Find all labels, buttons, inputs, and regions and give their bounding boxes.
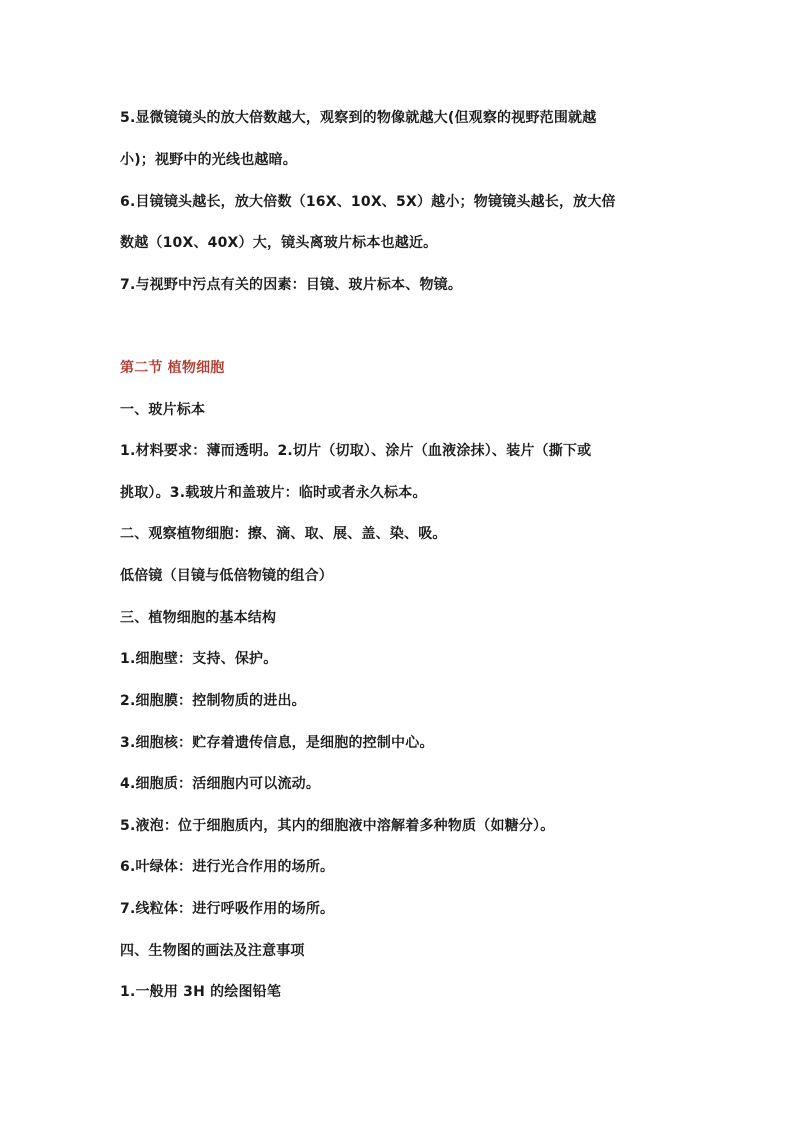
paragraph-line: 小)；视野中的光线也越暗。 bbox=[120, 152, 297, 168]
subsection-heading: 二、观察植物细胞：擦、滴、取、展、盖、染、吸。 bbox=[120, 526, 447, 542]
paragraph-line: 6.目镜镜头越长，放大倍数（16X、10X、5X）越小；物镜镜头越长，放大倍 bbox=[120, 194, 616, 210]
subsection-heading: 四、生物图的画法及注意事项 bbox=[120, 943, 305, 959]
paragraph-line: 1.材料要求：薄而透明。2.切片（切取）、涂片（血液涂抹）、装片（撕下或 bbox=[120, 443, 592, 459]
paragraph-line: 数越（10X、40X）大，镜头离玻片标本也越近。 bbox=[120, 235, 438, 251]
list-item: 6.叶绿体：进行光合作用的场所。 bbox=[120, 859, 335, 875]
list-item: 1.一般用 3H 的绘图铅笔 bbox=[120, 984, 282, 1000]
list-item: 1.细胞壁：支持、保护。 bbox=[120, 651, 278, 667]
paragraph-line: 7.与视野中污点有关的因素：目镜、玻片标本、物镜。 bbox=[120, 277, 463, 293]
subsection-heading: 一、玻片标本 bbox=[120, 402, 206, 418]
list-item: 5.液泡：位于细胞质内，其内的细胞液中溶解着多种物质（如糖分）。 bbox=[120, 818, 555, 834]
section-heading: 第二节 植物细胞 bbox=[120, 360, 225, 376]
paragraph-line: 5.显微镜镜头的放大倍数越大，观察到的物像就越大(但观察的视野范围就越 bbox=[120, 110, 597, 126]
paragraph-line: 挑取）。3.载玻片和盖玻片：临时或者永久标本。 bbox=[120, 485, 427, 501]
list-item: 4.细胞质：活细胞内可以流动。 bbox=[120, 776, 321, 792]
paragraph-line: 低倍镜（目镜与低倍物镜的组合） bbox=[120, 568, 333, 584]
list-item: 3.细胞核：贮存着遗传信息，是细胞的控制中心。 bbox=[120, 735, 434, 751]
list-item: 7.线粒体：进行呼吸作用的场所。 bbox=[120, 901, 335, 917]
list-item: 2.细胞膜：控制物质的进出。 bbox=[120, 693, 306, 709]
subsection-heading: 三、植物细胞的基本结构 bbox=[120, 610, 277, 626]
